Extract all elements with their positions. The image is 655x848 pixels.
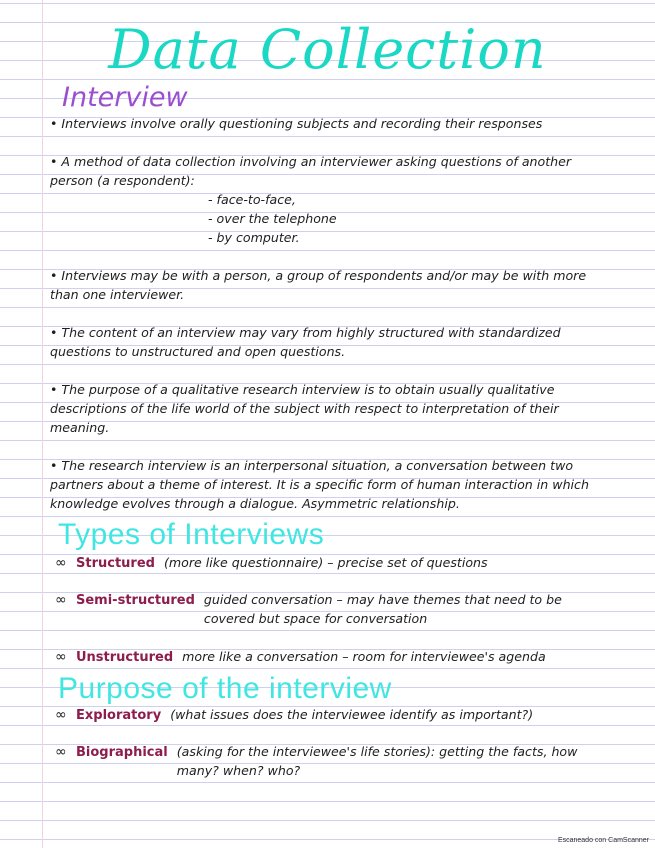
type-unstructured	[55, 647, 546, 666]
purpose-exploratory	[55, 705, 533, 724]
page-title: Data Collection	[108, 18, 547, 81]
purpose-biographical	[55, 742, 615, 780]
scanner-watermark: Escaneado con CamScanner	[557, 837, 649, 844]
term-label: Biographical	[76, 745, 168, 760]
margin-line	[42, 0, 43, 848]
term-label: Semi-structured	[76, 593, 195, 608]
purpose-heading: Purpose of the interview	[58, 672, 392, 705]
interview-point-3: • Interviews may be with a person, a group of respondents and/or may be with more than one interviewer.	[50, 268, 587, 302]
loop-icon: ∞	[55, 707, 67, 723]
term-label: Structured	[76, 556, 155, 571]
types-heading: Types of Interviews	[58, 518, 325, 551]
sub-item-telephone: - over the telephone	[208, 211, 337, 226]
interview-point-1: • Interviews involve orally questioning subjects and recording their responses	[50, 116, 543, 131]
term-description: more like a conversation – room for interviewee's agenda	[182, 649, 546, 664]
term-label: Unstructured	[76, 650, 174, 665]
interview-point-5: • The purpose of a qualitative research interview is to obtain usually qualitative descriptions of the life world of the subject with respect to interpretation of their meaning.	[50, 382, 559, 435]
term-description: (asking for the interviewee's life stories): getting the facts, how many? when? who?	[176, 744, 578, 778]
interview-heading: Interview	[62, 82, 188, 113]
type-semi-structured	[55, 590, 615, 628]
type-structured	[55, 553, 488, 572]
loop-icon: ∞	[55, 744, 67, 760]
interview-point-4: • The content of an interview may vary from highly structured with standardized questions to unstructured and open questions.	[50, 325, 561, 359]
term-description: (more like questionnaire) – precise set of questions	[163, 555, 488, 570]
loop-icon: ∞	[55, 592, 67, 608]
term-description: guided conversation – may have themes that need to be covered but space for conversation	[203, 592, 562, 626]
term-label: Exploratory	[76, 708, 162, 723]
loop-icon: ∞	[55, 555, 67, 571]
interview-point-2: • A method of data collection involving an interviewer asking questions of another person (a respondent):	[50, 154, 572, 188]
sub-item-face-to-face: - face-to-face,	[208, 192, 296, 207]
sub-item-computer: - by computer.	[208, 230, 300, 245]
term-description: (what issues does the interviewee identify as important?)	[170, 707, 534, 722]
loop-icon: ∞	[55, 649, 67, 665]
interview-point-6: • The research interview is an interpersonal situation, a conversation between two partners about a theme of interest. It is a specific form of human interaction in which knowledge evolves through a dialogue. Asymmetric relationship.	[50, 458, 589, 511]
